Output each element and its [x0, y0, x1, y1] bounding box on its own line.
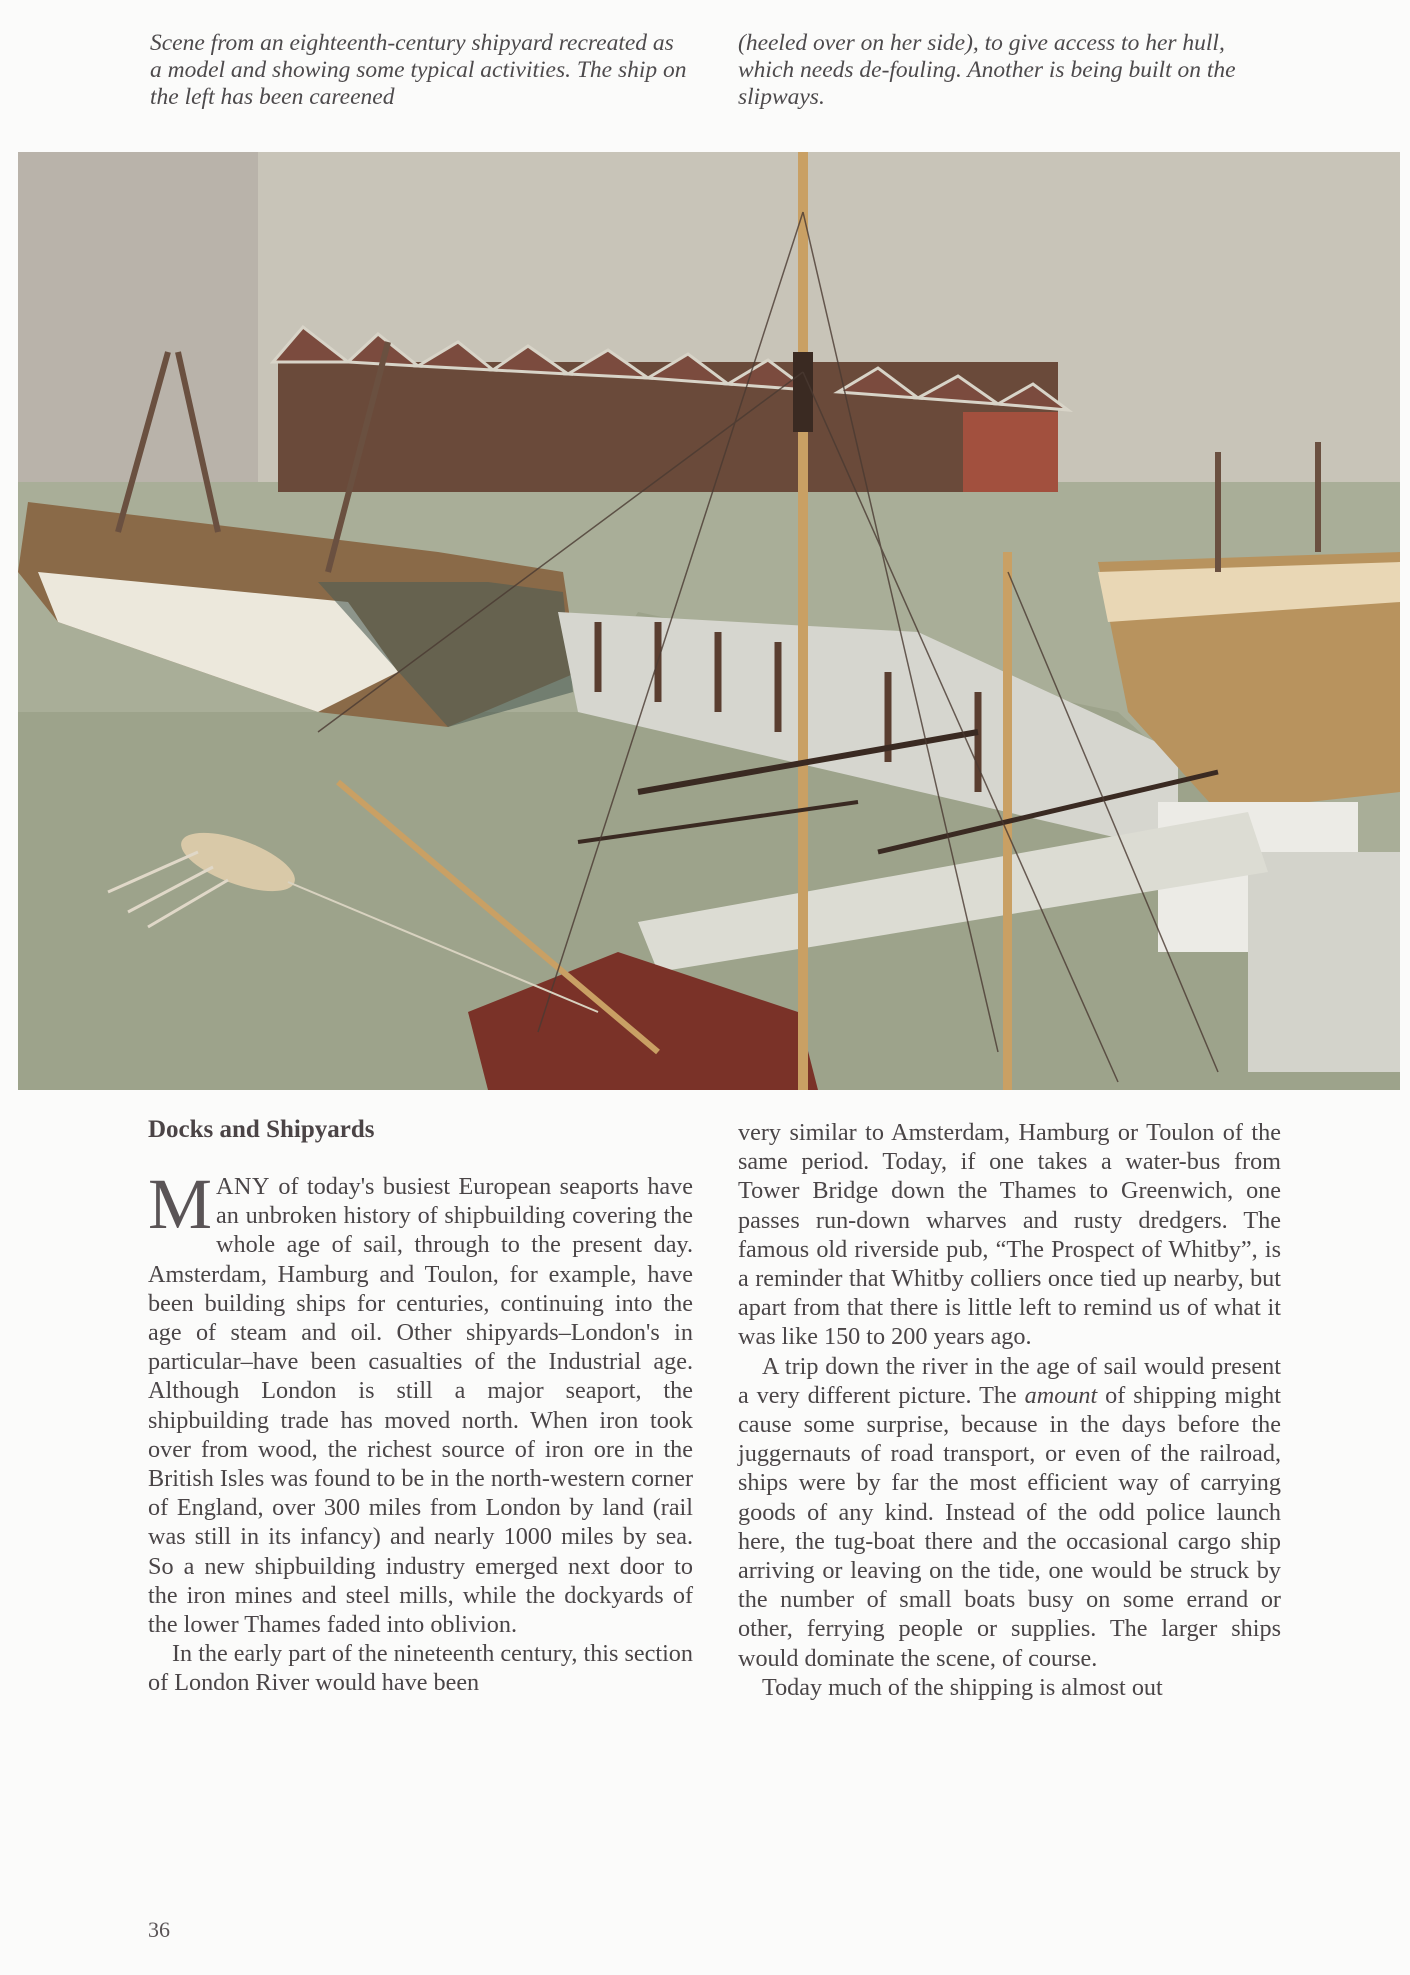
caption-text-left: Scene from an eighteenth-century shipyard recreated as a model and showing some typical activities. The ship on the left has been careened	[150, 30, 687, 110]
page-number: 36	[148, 1917, 170, 1942]
paragraph-2-continued: very similar to Amsterdam, Hamburg or Toulon of the same period. Today, if one takes a water-bus from Tower Bridge down the Thames to Greenwich, one passes run-down wharves and rusty dredgers. The famous old riverside pub, “The Prospect of Whitby”, is a reminder that Whitby colliers once tied up nearby, but apart from that there is little left to remind us of what it was like 150 to 200 years ago.	[738, 1119, 1281, 1351]
caption-text-right: (heeled over on her side), to give access to her hull, which needs de-fouling. Another is being built on the slipways.	[738, 30, 1236, 110]
emphasis-amount: amount	[1024, 1381, 1098, 1409]
paragraph-3-text-b: of shipping might cause some surprise, because in the days before the juggernauts of road transport, or even of the railroad, ships were by far the most efficient way of carrying goods of any kind. Instead of the odd police launch here, the tug-boat there and the occasional cargo ship arriving or leaving on the tide, one would be struck by the number of small boats busy on some errand or other, ferrying people or supplies. The larger ships would dominate the scene, of course.	[738, 1381, 1281, 1672]
paragraph-1	[148, 1164, 693, 1639]
body-column-left	[148, 1164, 693, 1698]
paragraph-3-text-a: A trip down the river in the age of sail would present a very different picture. The	[738, 1352, 1281, 1409]
shipyard-illustration	[18, 152, 1400, 1090]
photo-caption-left	[150, 30, 690, 111]
lead-small-caps: ANY	[216, 1173, 270, 1200]
body-column-right	[738, 1118, 1281, 1702]
section-heading: Docks and Shipyards	[148, 1116, 375, 1143]
paragraph-4: Today much of the shipping is almost out	[762, 1673, 1163, 1701]
photo-caption-right	[738, 30, 1278, 111]
shipyard-model-photo	[18, 152, 1400, 1090]
paragraph-2: In the early part of the nineteenth century, this section of London River would have been	[148, 1640, 693, 1697]
paragraph-1-text: of today's busiest European seaports have an unbroken history of shipbuilding covering the whole age of sail, through to the present day. Amsterdam, Hamburg and Toulon, for example, have been building ships for centuries, continuing into the age of steam and oil. Other shipyards–London's in particular–have been casualties of the Industrial age. Although London is still a major seaport, the shipbuilding trade has moved north. When iron took over from wood, the richest source of iron ore in the British Isles was found to be in the north-western corner of England, over 300 miles from London by land (rail was still in its infancy) and nearly 1000 miles by sea. So a new shipbuilding industry emerged next door to the iron mines and steel mills, while the dockyards of the lower Thames faded into oblivion.	[148, 1173, 693, 1639]
paragraph-3	[738, 1352, 1281, 1673]
drop-cap: M	[148, 1164, 213, 1244]
